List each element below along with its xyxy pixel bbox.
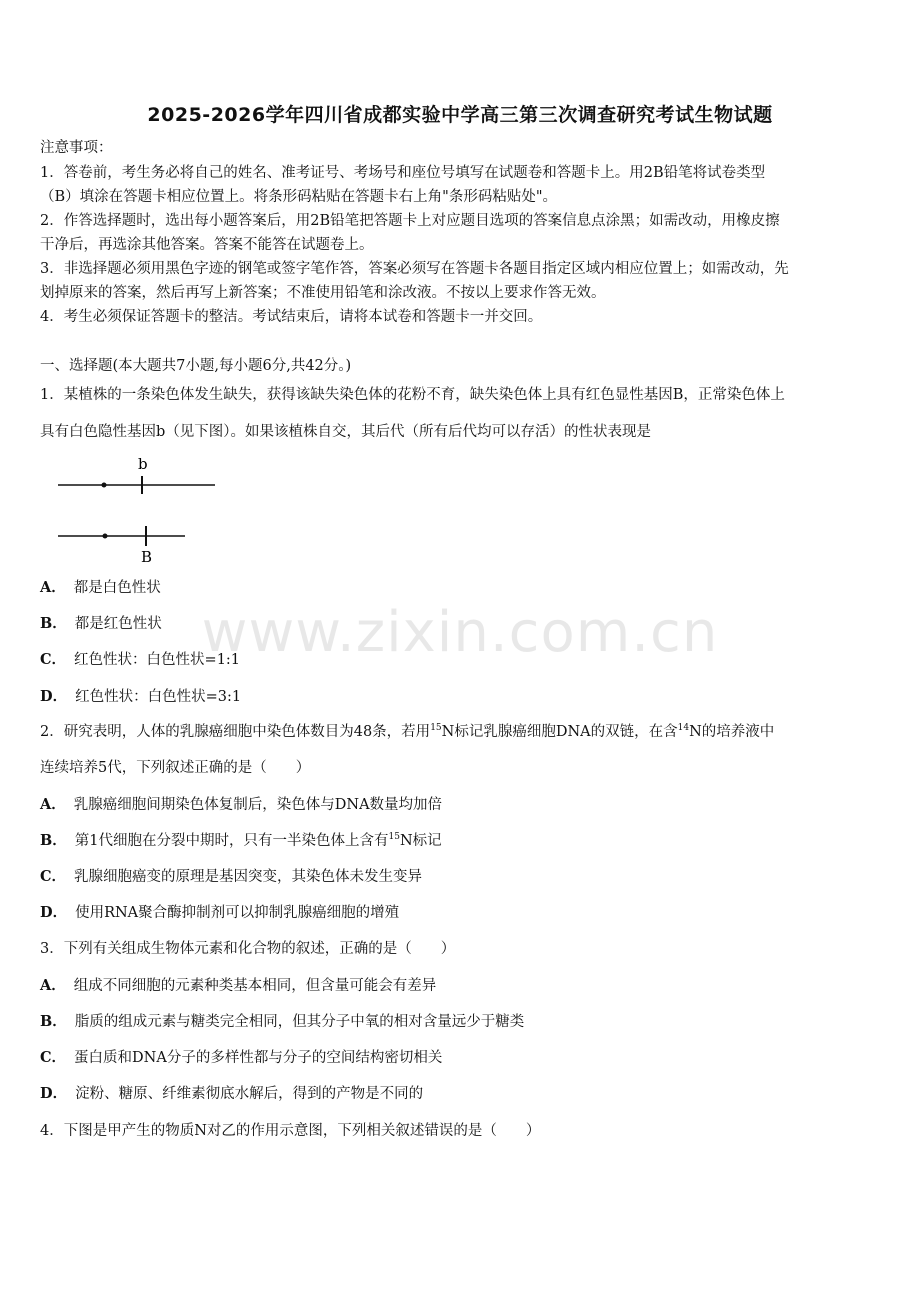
q3-option-d[interactable]: D． 淀粉、糖原、纤维素彻底水解后，得到的产物是不同的 [40, 1085, 424, 1102]
question-2-line-1: 2．研究表明，人体的乳腺癌细胞中染色体数目为48条，若用$^{15}$N标记乳腺癌细胞DNA的双链，在含$^{14}$N的培养液中 [40, 723, 775, 740]
deleted-chromosome-centromere [103, 534, 108, 539]
q2-option-d[interactable]: D． 使用RNA聚合酶抑制剂可以抑制乳腺癌细胞的增殖 [40, 904, 400, 921]
q1-option-a[interactable]: A． 都是白色性状 [40, 579, 161, 596]
q2-option-a[interactable]: A． 乳腺癌细胞间期染色体复制后，染色体与DNA数量均加倍 [40, 796, 443, 813]
watermark: www.zixin.com.cn [201, 600, 719, 665]
notice-line-1b: （B）填涂在答题卡相应位置上。将条形码粘贴在答题卡右上角"条形码粘贴处"。 [40, 189, 557, 205]
q2-option-b[interactable]: B． 第1代细胞在分裂中期时，只有一半染色体上含有$^{15}$N标记 [40, 832, 442, 849]
question-3-line-1: 3．下列有关组成生物体元素和化合物的叙述，正确的是（ ） [40, 941, 456, 957]
question-4-line-1: 4．下图是甲产生的物质N对乙的作用示意图，下列相关叙述错误的是（ ） [40, 1123, 541, 1139]
q1-option-c[interactable]: C． 红色性状：白色性状=1:1 [40, 651, 241, 668]
notice-line-2a: 2．作答选择题时，选出每小题答案后，用2B铅笔把答题卡上对应题目选项的答案信息点涂黑；如需改动，用橡皮擦 [40, 213, 780, 229]
section-heading: 一、选择题(本大题共7小题,每小题6分,共42分。) [40, 358, 352, 374]
question-2-line-2: 连续培养5代，下列叙述正确的是（ ） [40, 760, 311, 776]
q3-option-a[interactable]: A． 组成不同细胞的元素种类基本相同，但含量可能会有差异 [40, 977, 437, 994]
q1-option-d[interactable]: D． 红色性状：白色性状=3:1 [40, 688, 242, 705]
q2-option-c[interactable]: C． 乳腺细胞癌变的原理是基因突变，其染色体未发生变异 [40, 868, 423, 885]
page-title: 2025-2026学年四川省成都实验中学高三第三次调查研究考试生物试题 [147, 104, 773, 126]
normal-chromosome-centromere [102, 483, 107, 488]
q3-option-c[interactable]: C． 蛋白质和DNA分子的多样性都与分子的空间结构密切相关 [40, 1049, 443, 1066]
chromosome-figure [55, 450, 230, 570]
gene-b-label: b [138, 455, 148, 473]
question-1-line-2: 具有白色隐性基因b（见下图）。如果该植株自交，其后代（所有后代均可以存活）的性状表现是 [40, 424, 652, 440]
notice-line-1a: 1．答卷前，考生务必将自己的姓名、准考证号、考场号和座位号填写在试题卷和答题卡上。用2B铅笔将试卷类型 [40, 165, 766, 181]
notice-line-3a: 3．非选择题必须用黑色字迹的钢笔或签字笔作答，答案必须写在答题卡各题目指定区域内相应位置上；如需改动，先 [40, 261, 789, 277]
notice-line-4: 4．考生必须保证答题卡的整洁。考试结束后，请将本试卷和答题卡一并交回。 [40, 309, 543, 325]
q1-option-b[interactable]: B． 都是红色性状 [40, 615, 162, 632]
gene-B-label: B [141, 548, 153, 566]
notice-heading: 注意事项： [40, 140, 113, 156]
notice-line-2b: 干净后，再选涂其他答案。答案不能答在试题卷上。 [40, 237, 374, 253]
q3-option-b[interactable]: B． 脂质的组成元素与糖类完全相同，但其分子中氧的相对含量远少于糖类 [40, 1013, 525, 1030]
question-1-line-1: 1．某植株的一条染色体发生缺失，获得该缺失染色体的花粉不育，缺失染色体上具有红色显性基因B，正常染色体上 [40, 387, 785, 403]
notice-line-3b: 划掉原来的答案，然后再写上新答案；不准使用铅笔和涂改液。不按以上要求作答无效。 [40, 285, 606, 301]
